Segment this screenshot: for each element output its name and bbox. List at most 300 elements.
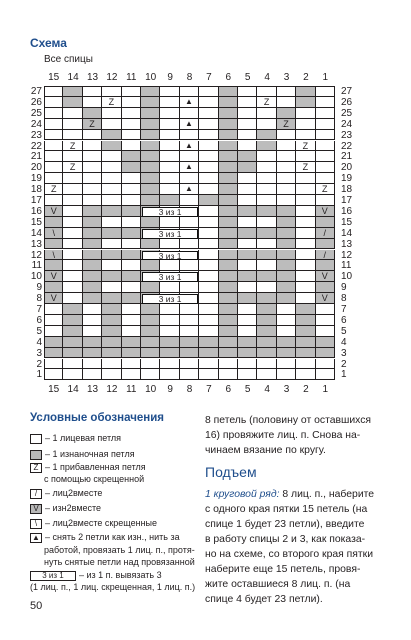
chart-cell <box>296 108 315 119</box>
chart-cell <box>296 119 315 130</box>
chart-cell <box>296 228 315 239</box>
chart-cell <box>160 369 179 380</box>
row-number: 20 <box>341 162 353 174</box>
chart-cell <box>199 119 218 130</box>
increase-3-from-1-box: 3 из 1 <box>142 229 198 239</box>
chart-cell <box>83 315 102 326</box>
chart-cell <box>199 271 218 282</box>
chart-cell <box>316 282 335 293</box>
legend-text: нуть снятые петли над провязанной <box>44 557 195 567</box>
row-number: 18 <box>30 184 42 196</box>
chart-cell <box>122 260 141 271</box>
chart-cell <box>160 260 179 271</box>
chart-cell <box>199 206 218 217</box>
chart-cell <box>316 369 335 380</box>
legend-symbol-icon: \ <box>30 519 42 529</box>
chart-cell <box>277 184 296 195</box>
chart-cell <box>102 130 121 141</box>
chart-cell <box>316 348 335 359</box>
chart-cell <box>180 173 199 184</box>
chart-cell <box>122 206 141 217</box>
chart-cell <box>257 141 276 152</box>
chart-cell <box>83 162 102 173</box>
chart-cell <box>180 348 199 359</box>
chart-symbol-v: V <box>44 293 63 304</box>
chart-cell <box>219 119 238 130</box>
chart-cell <box>180 130 199 141</box>
chart-cell <box>219 184 238 195</box>
column-number: 1 <box>322 384 329 396</box>
legend-item <box>30 433 121 444</box>
chart-cell <box>257 271 276 282</box>
chart-cell <box>141 108 160 119</box>
chart-cell <box>122 271 141 282</box>
chart-cell <box>63 228 82 239</box>
chart-cell <box>238 239 257 250</box>
chart-cell <box>219 108 238 119</box>
chart-cell <box>238 228 257 239</box>
instruction-text: спице 4 будет 23 петли). <box>205 594 323 605</box>
chart-cell <box>44 304 63 315</box>
chart-cell <box>63 173 82 184</box>
chart-cell <box>219 228 238 239</box>
chart-cell <box>83 184 102 195</box>
row-number: 7 <box>36 304 42 315</box>
chart-cell <box>296 271 315 282</box>
chart-cell <box>219 206 238 217</box>
column-number: 15 <box>48 72 60 83</box>
increase-3-from-1-box: 3 из 1 <box>142 251 198 261</box>
chart-cell <box>257 184 276 195</box>
chart-cell <box>63 359 82 370</box>
chart-cell <box>102 293 121 304</box>
chart-cell <box>199 217 218 228</box>
chart-cell <box>277 326 296 337</box>
chart-cell <box>63 304 82 315</box>
chart-cell <box>102 315 121 326</box>
chart-symbol-tri: ▲ <box>180 119 199 130</box>
chart-cell <box>63 282 82 293</box>
chart-cell <box>141 337 160 348</box>
row-number: 1 <box>36 369 42 381</box>
row-number: 11 <box>31 260 42 272</box>
chart-cell <box>257 217 276 228</box>
chart-cell <box>141 97 160 108</box>
instruction-text-line <box>205 533 390 547</box>
chart-cell <box>102 271 121 282</box>
chart-cell <box>122 228 141 239</box>
chart-cell <box>277 315 296 326</box>
chart-cell <box>219 130 238 141</box>
chart-cell <box>296 260 315 271</box>
row-number: 25 <box>341 107 353 119</box>
chart-cell <box>219 162 238 173</box>
chart-cell <box>63 239 82 250</box>
chart-cell <box>238 184 257 195</box>
chart-cell <box>141 282 160 293</box>
chart-cell <box>102 348 121 359</box>
chart-cell <box>83 359 102 370</box>
row-number: 1 <box>341 369 347 381</box>
chart-cell <box>199 293 218 304</box>
chart-cell <box>141 326 160 337</box>
legend-symbol-icon: / <box>30 489 42 499</box>
chart-cell <box>44 130 63 141</box>
legend-text: работой, провязать 1 лиц. п., протя- <box>44 545 195 555</box>
chart-cell <box>44 359 63 370</box>
chart-cell <box>102 217 121 228</box>
instruction-text: спице 1 будет 23 петли), введите <box>205 519 365 530</box>
chart-cell <box>219 250 238 261</box>
chart-cell <box>277 337 296 348</box>
chart-cell <box>63 337 82 348</box>
chart-cell <box>199 369 218 380</box>
row-number: 24 <box>30 118 42 130</box>
row-number: 2 <box>36 358 42 370</box>
row-number: 19 <box>341 173 353 185</box>
chart-cell <box>102 369 121 380</box>
chart-cell <box>122 162 141 173</box>
legend-text: – 1 изнаночная петля <box>45 449 135 459</box>
column-number: 7 <box>206 384 212 396</box>
row-number: 26 <box>30 96 42 108</box>
chart-cell <box>219 337 238 348</box>
chart-cell <box>160 162 179 173</box>
chart-cell <box>296 293 315 304</box>
chart-cell <box>102 86 121 97</box>
row-number: 12 <box>30 249 42 261</box>
chart-cell <box>160 97 179 108</box>
chart-cell <box>257 173 276 184</box>
chart-cell <box>238 260 257 271</box>
chart-cell <box>238 97 257 108</box>
row-number: 16 <box>30 205 42 217</box>
chart-cell <box>238 348 257 359</box>
chart-cell <box>160 119 179 130</box>
chart-cell <box>316 315 335 326</box>
column-number: 11 <box>126 72 137 83</box>
chart-cell <box>63 293 82 304</box>
chart-cell <box>180 282 199 293</box>
chart-cell <box>257 151 276 162</box>
chart-cell <box>44 337 63 348</box>
chart-cell <box>160 304 179 315</box>
chart-cell <box>277 282 296 293</box>
chart-cell <box>141 304 160 315</box>
chart-cell <box>238 369 257 380</box>
chart-cell <box>257 162 276 173</box>
legend-item <box>30 488 102 499</box>
legend-symbol-icon: 3 из 1 <box>30 571 76 581</box>
chart-cell <box>257 119 276 130</box>
legend-text: (1 лиц. п., 1 лиц. скрещенная, 1 лиц. п.) <box>30 582 196 592</box>
chart-cell <box>277 271 296 282</box>
chart-cell <box>102 282 121 293</box>
chart-cell <box>63 195 82 206</box>
row-number: 11 <box>341 260 352 272</box>
chart-cell <box>63 130 82 141</box>
chart-cell <box>102 359 121 370</box>
knitting-chart-grid <box>44 86 335 380</box>
row-number: 21 <box>341 151 353 163</box>
increase-3-from-1-box: 3 из 1 <box>142 207 198 217</box>
legend-symbol-icon <box>30 450 42 460</box>
chart-cell <box>44 151 63 162</box>
column-number: 13 <box>86 72 99 83</box>
chart-cell <box>141 162 160 173</box>
chart-cell <box>63 206 82 217</box>
chart-cell <box>44 173 63 184</box>
row-number: 20 <box>30 162 42 174</box>
column-number: 11 <box>126 384 137 396</box>
chart-cell <box>63 151 82 162</box>
chart-cell <box>102 195 121 206</box>
chart-symbol-bs: \ <box>44 250 63 261</box>
chart-cell <box>180 326 199 337</box>
chart-cell <box>257 359 276 370</box>
column-number: 5 <box>244 72 251 83</box>
chart-cell <box>141 315 160 326</box>
chart-cell <box>219 304 238 315</box>
chart-cell <box>122 97 141 108</box>
chart-cell <box>238 304 257 315</box>
chart-cell <box>122 250 141 261</box>
chart-cell <box>44 119 63 130</box>
chart-cell <box>44 162 63 173</box>
column-number: 12 <box>106 72 118 83</box>
row-number: 14 <box>341 227 353 239</box>
legend-text: – лиц2вместе скрещенные <box>45 518 158 528</box>
chart-cell <box>141 239 160 250</box>
chart-cell <box>141 260 160 271</box>
chart-cell <box>63 184 82 195</box>
chart-cell <box>219 97 238 108</box>
chart-cell <box>63 260 82 271</box>
instruction-text-line <box>205 578 390 592</box>
row-number: 13 <box>30 238 42 250</box>
row-number: 5 <box>36 325 42 337</box>
chart-cell <box>160 86 179 97</box>
legend-text: – лиц2вместе <box>45 488 103 498</box>
chart-cell <box>238 162 257 173</box>
row-number: 23 <box>30 129 42 141</box>
chart-cell <box>277 293 296 304</box>
legend-item <box>30 570 162 581</box>
legend-item <box>30 532 180 543</box>
chart-cell <box>316 173 335 184</box>
chart-cell <box>238 108 257 119</box>
chart-cell <box>102 337 121 348</box>
chart-cell <box>199 108 218 119</box>
chart-cell <box>141 86 160 97</box>
row-number: 23 <box>341 129 353 141</box>
column-number: 12 <box>106 384 118 396</box>
chart-cell <box>44 348 63 359</box>
chart-cell <box>63 217 82 228</box>
chart-cell <box>296 304 315 315</box>
row-label: 1 круговой ряд: <box>205 489 280 500</box>
instruction-text: но на схеме, со второго края пятки <box>205 549 374 560</box>
legend-text: – 1 прибавленная петля <box>45 462 146 472</box>
row-number: 9 <box>36 282 42 294</box>
chart-symbol-z: Z <box>44 184 63 195</box>
chart-cell <box>83 151 102 162</box>
chart-cell <box>277 130 296 141</box>
row-number: 26 <box>341 96 353 108</box>
chart-cell <box>44 217 63 228</box>
chart-cell <box>102 228 121 239</box>
chart-cell <box>296 206 315 217</box>
chart-cell <box>102 206 121 217</box>
legend-item <box>30 503 101 514</box>
chart-cell <box>316 141 335 152</box>
row-number: 27 <box>30 86 42 97</box>
chart-cell <box>296 348 315 359</box>
chart-cell <box>296 359 315 370</box>
chart-cell <box>219 282 238 293</box>
legend-item <box>44 557 195 568</box>
column-number: 6 <box>225 72 232 83</box>
chart-cell <box>257 304 276 315</box>
chart-cell <box>83 369 102 380</box>
chart-cell <box>316 151 335 162</box>
row-number: 27 <box>341 86 353 97</box>
chart-cell <box>277 228 296 239</box>
chart-cell <box>277 162 296 173</box>
chart-cell <box>44 282 63 293</box>
chart-cell <box>316 162 335 173</box>
instruction-text: с одного края пятки 15 петель (на <box>205 504 368 515</box>
chart-cell <box>63 119 82 130</box>
chart-cell <box>219 348 238 359</box>
row-number: 12 <box>341 249 353 261</box>
chart-cell <box>316 217 335 228</box>
chart-cell <box>238 130 257 141</box>
row-number: 18 <box>341 184 353 196</box>
chart-cell <box>83 337 102 348</box>
chart-cell <box>160 184 179 195</box>
chart-cell <box>83 86 102 97</box>
column-number: 4 <box>264 72 270 83</box>
chart-cell <box>180 239 199 250</box>
chart-cell <box>219 195 238 206</box>
legend-symbol-icon: V <box>30 504 42 514</box>
chart-cell <box>180 260 199 271</box>
chart-cell <box>296 97 315 108</box>
legend-symbol-icon <box>30 434 42 444</box>
chart-cell <box>199 97 218 108</box>
row-number: 8 <box>36 293 42 305</box>
column-number: 14 <box>67 72 79 83</box>
chart-cell <box>257 315 276 326</box>
row-number: 3 <box>341 347 347 359</box>
legend-title: Условные обозначения <box>30 412 165 424</box>
chart-cell <box>316 304 335 315</box>
chart-cell <box>257 369 276 380</box>
chart-cell <box>238 337 257 348</box>
chart-cell <box>122 184 141 195</box>
chart-cell <box>257 130 276 141</box>
chart-cell <box>257 206 276 217</box>
chart-cell <box>238 359 257 370</box>
chart-cell <box>296 184 315 195</box>
chart-symbol-v: V <box>316 271 335 282</box>
chart-cell <box>83 173 102 184</box>
chart-cell <box>160 282 179 293</box>
chart-cell <box>102 304 121 315</box>
chart-cell <box>102 326 121 337</box>
chart-cell <box>180 337 199 348</box>
chart-cell <box>316 359 335 370</box>
chart-symbol-v: V <box>316 293 335 304</box>
row-number: 17 <box>341 195 353 206</box>
chart-cell <box>296 130 315 141</box>
row-number: 25 <box>30 107 42 119</box>
chart-cell <box>219 369 238 380</box>
legend-text: с помощью скрещенной <box>44 474 145 484</box>
chart-cell <box>63 369 82 380</box>
chart-cell <box>83 195 102 206</box>
chart-cell <box>257 239 276 250</box>
chart-cell <box>44 369 63 380</box>
instruction-text: наберите еще 15 петель, провя- <box>205 564 361 575</box>
chart-cell <box>199 337 218 348</box>
chart-cell <box>238 326 257 337</box>
chart-cell <box>180 304 199 315</box>
chart-cell <box>63 326 82 337</box>
chart-cell <box>219 141 238 152</box>
column-number: 9 <box>167 384 173 396</box>
chart-cell <box>122 217 141 228</box>
chart-cell <box>102 108 121 119</box>
chart-cell <box>238 217 257 228</box>
row-number: 9 <box>341 282 347 294</box>
chart-cell <box>219 173 238 184</box>
chart-cell <box>296 315 315 326</box>
chart-cell <box>316 119 335 130</box>
legend-item <box>30 462 146 473</box>
chart-cell <box>257 195 276 206</box>
chart-cell <box>83 271 102 282</box>
chart-cell <box>180 369 199 380</box>
chart-symbol-z: Z <box>277 119 296 130</box>
chart-cell <box>141 369 160 380</box>
chart-symbol-z: Z <box>257 97 276 108</box>
chart-cell <box>219 359 238 370</box>
legend-item <box>30 518 157 529</box>
chart-cell <box>316 195 335 206</box>
chart-cell <box>160 337 179 348</box>
chart-cell <box>122 195 141 206</box>
chart-cell <box>257 348 276 359</box>
chart-symbol-tri: ▲ <box>180 97 199 108</box>
chart-cell <box>122 173 141 184</box>
chart-cell <box>180 315 199 326</box>
chart-cell <box>122 86 141 97</box>
chart-cell <box>102 250 121 261</box>
chart-cell <box>316 108 335 119</box>
chart-cell <box>122 337 141 348</box>
instruction-text: жите оставшиеся 8 лиц. п. (на <box>205 579 351 590</box>
chart-cell <box>238 250 257 261</box>
chart-symbol-v: V <box>44 206 63 217</box>
chart-cell <box>257 282 276 293</box>
chart-symbol-fs: / <box>316 250 335 261</box>
chart-cell <box>316 326 335 337</box>
chart-cell <box>122 369 141 380</box>
chart-cell <box>63 348 82 359</box>
row-number: 22 <box>341 140 353 152</box>
